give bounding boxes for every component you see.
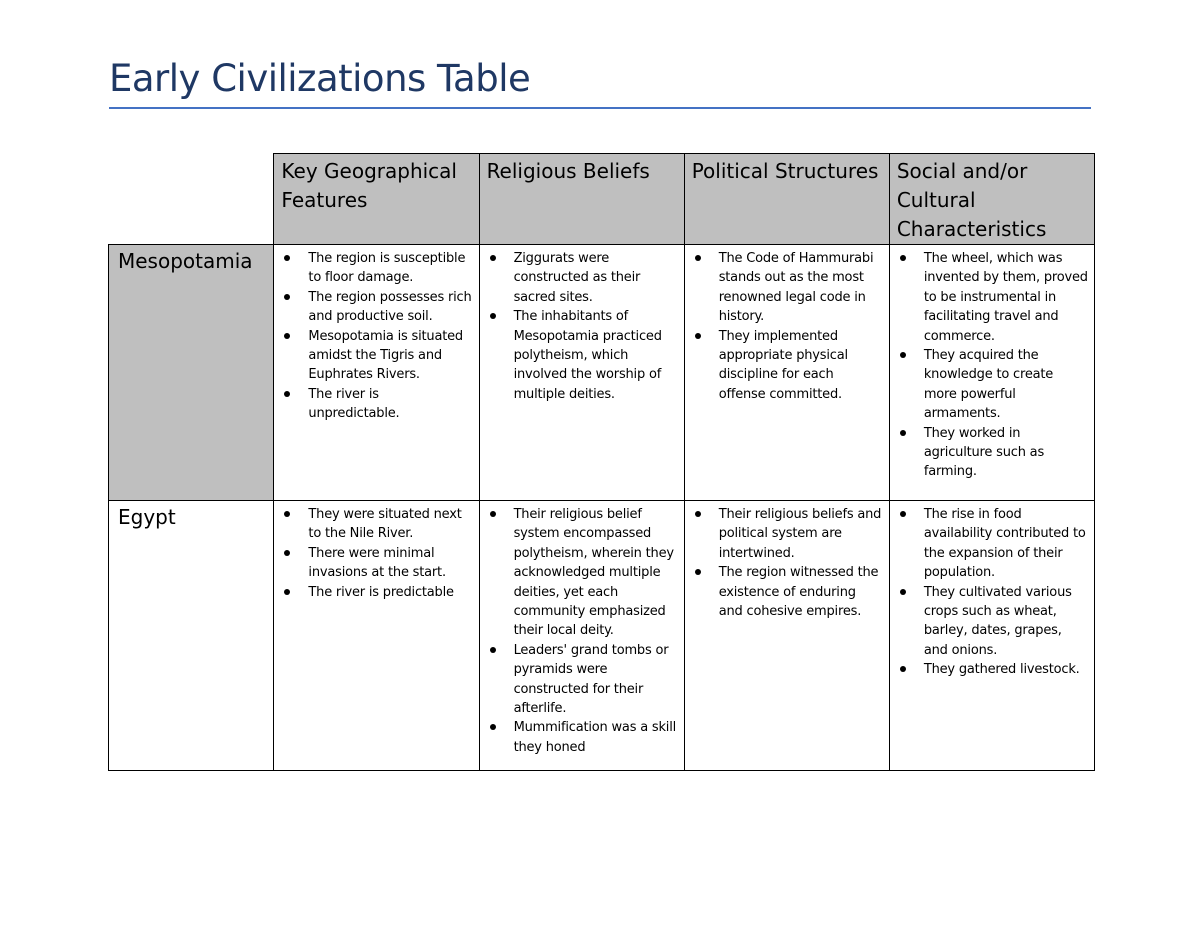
list-item: They gathered livestock.: [890, 660, 1088, 679]
bullet-icon: [490, 647, 496, 653]
title-underline: [109, 107, 1091, 109]
list-item: The wheel, which was invented by them, proved to be instrumental in facilitating travel and commerce.: [890, 249, 1088, 346]
list-item: Mesopotamia is situated amidst the Tigris and Euphrates Rivers.: [274, 327, 472, 385]
list-item: Their religious beliefs and political system are intertwined.: [685, 505, 883, 563]
bullet-icon: [900, 511, 906, 517]
list-item: The rise in food availability contributed to the expansion of their population.: [890, 505, 1088, 583]
bullet-icon: [900, 430, 906, 436]
column-header-religion: Religious Beliefs: [479, 154, 684, 245]
bullet-icon: [284, 294, 290, 300]
civilizations-table: [108, 153, 1095, 771]
page-title: Early Civilizations Table: [109, 57, 531, 100]
bullet-icon: [284, 550, 290, 556]
list-item: They worked in agriculture such as farming.: [890, 424, 1088, 482]
cell-egypt-social: [889, 501, 1094, 771]
column-header-geography: Key Geographical Features: [274, 154, 479, 245]
list-item: The river is unpredictable.: [274, 385, 472, 424]
bullet-list: [890, 501, 1094, 680]
bullet-icon: [695, 511, 701, 517]
cell-egypt-politics: [684, 501, 889, 771]
list-item: The inhabitants of Mesopotamia practiced polytheism, which involved the worship of multiple deities.: [480, 307, 678, 404]
bullet-list: [274, 245, 478, 424]
cell-egypt-religion: [479, 501, 684, 771]
bullet-icon: [490, 511, 496, 517]
column-header-social: Social and/or Cultural Characteristics: [889, 154, 1094, 245]
list-item: There were minimal invasions at the start.: [274, 544, 472, 583]
bullet-icon: [900, 666, 906, 672]
bullet-icon: [284, 511, 290, 517]
bullet-icon: [695, 569, 701, 575]
cell-mesopotamia-geography: [274, 245, 479, 501]
list-item: The region witnessed the existence of enduring and cohesive empires.: [685, 563, 883, 621]
list-item: The region possesses rich and productive soil.: [274, 288, 472, 327]
bullet-list: [685, 245, 889, 404]
bullet-icon: [284, 333, 290, 339]
list-item: The region is susceptible to floor damage.: [274, 249, 472, 288]
list-item: The Code of Hammurabi stands out as the most renowned legal code in history.: [685, 249, 883, 327]
bullet-icon: [695, 255, 701, 261]
corner-cell: [109, 154, 274, 245]
bullet-list: [890, 245, 1094, 482]
bullet-icon: [900, 352, 906, 358]
bullet-icon: [490, 313, 496, 319]
list-item: The river is predictable: [274, 583, 472, 602]
row-header-egypt: Egypt: [109, 501, 274, 771]
bullet-list: [685, 501, 889, 621]
list-item: They were situated next to the Nile River.: [274, 505, 472, 544]
bullet-icon: [490, 255, 496, 261]
list-item: Mummification was a skill they honed: [480, 718, 678, 757]
cell-mesopotamia-politics: [684, 245, 889, 501]
column-header-politics: Political Structures: [684, 154, 889, 245]
bullet-icon: [284, 589, 290, 595]
list-item: They implemented appropriate physical discipline for each offense committed.: [685, 327, 883, 405]
row-header-mesopotamia: Mesopotamia: [109, 245, 274, 501]
table-row: [109, 501, 1095, 771]
bullet-icon: [900, 589, 906, 595]
cell-mesopotamia-social: [889, 245, 1094, 501]
list-item: Ziggurats were constructed as their sacred sites.: [480, 249, 678, 307]
list-item: Their religious belief system encompassed polytheism, wherein they acknowledged multiple deities, yet each community emphasized their local deity.: [480, 505, 678, 641]
table-row: [109, 245, 1095, 501]
list-item: They cultivated various crops such as wheat, barley, dates, grapes, and onions.: [890, 583, 1088, 661]
bullet-icon: [284, 255, 290, 261]
list-item: They acquired the knowledge to create more powerful armaments.: [890, 346, 1088, 424]
header-row: [109, 154, 1095, 245]
cell-mesopotamia-religion: [479, 245, 684, 501]
bullet-list: [480, 501, 684, 757]
bullet-icon: [695, 333, 701, 339]
cell-egypt-geography: [274, 501, 479, 771]
bullet-list: [480, 245, 684, 404]
bullet-icon: [284, 391, 290, 397]
bullet-list: [274, 501, 478, 602]
bullet-icon: [900, 255, 906, 261]
bullet-icon: [490, 724, 496, 730]
list-item: Leaders' grand tombs or pyramids were constructed for their afterlife.: [480, 641, 678, 719]
